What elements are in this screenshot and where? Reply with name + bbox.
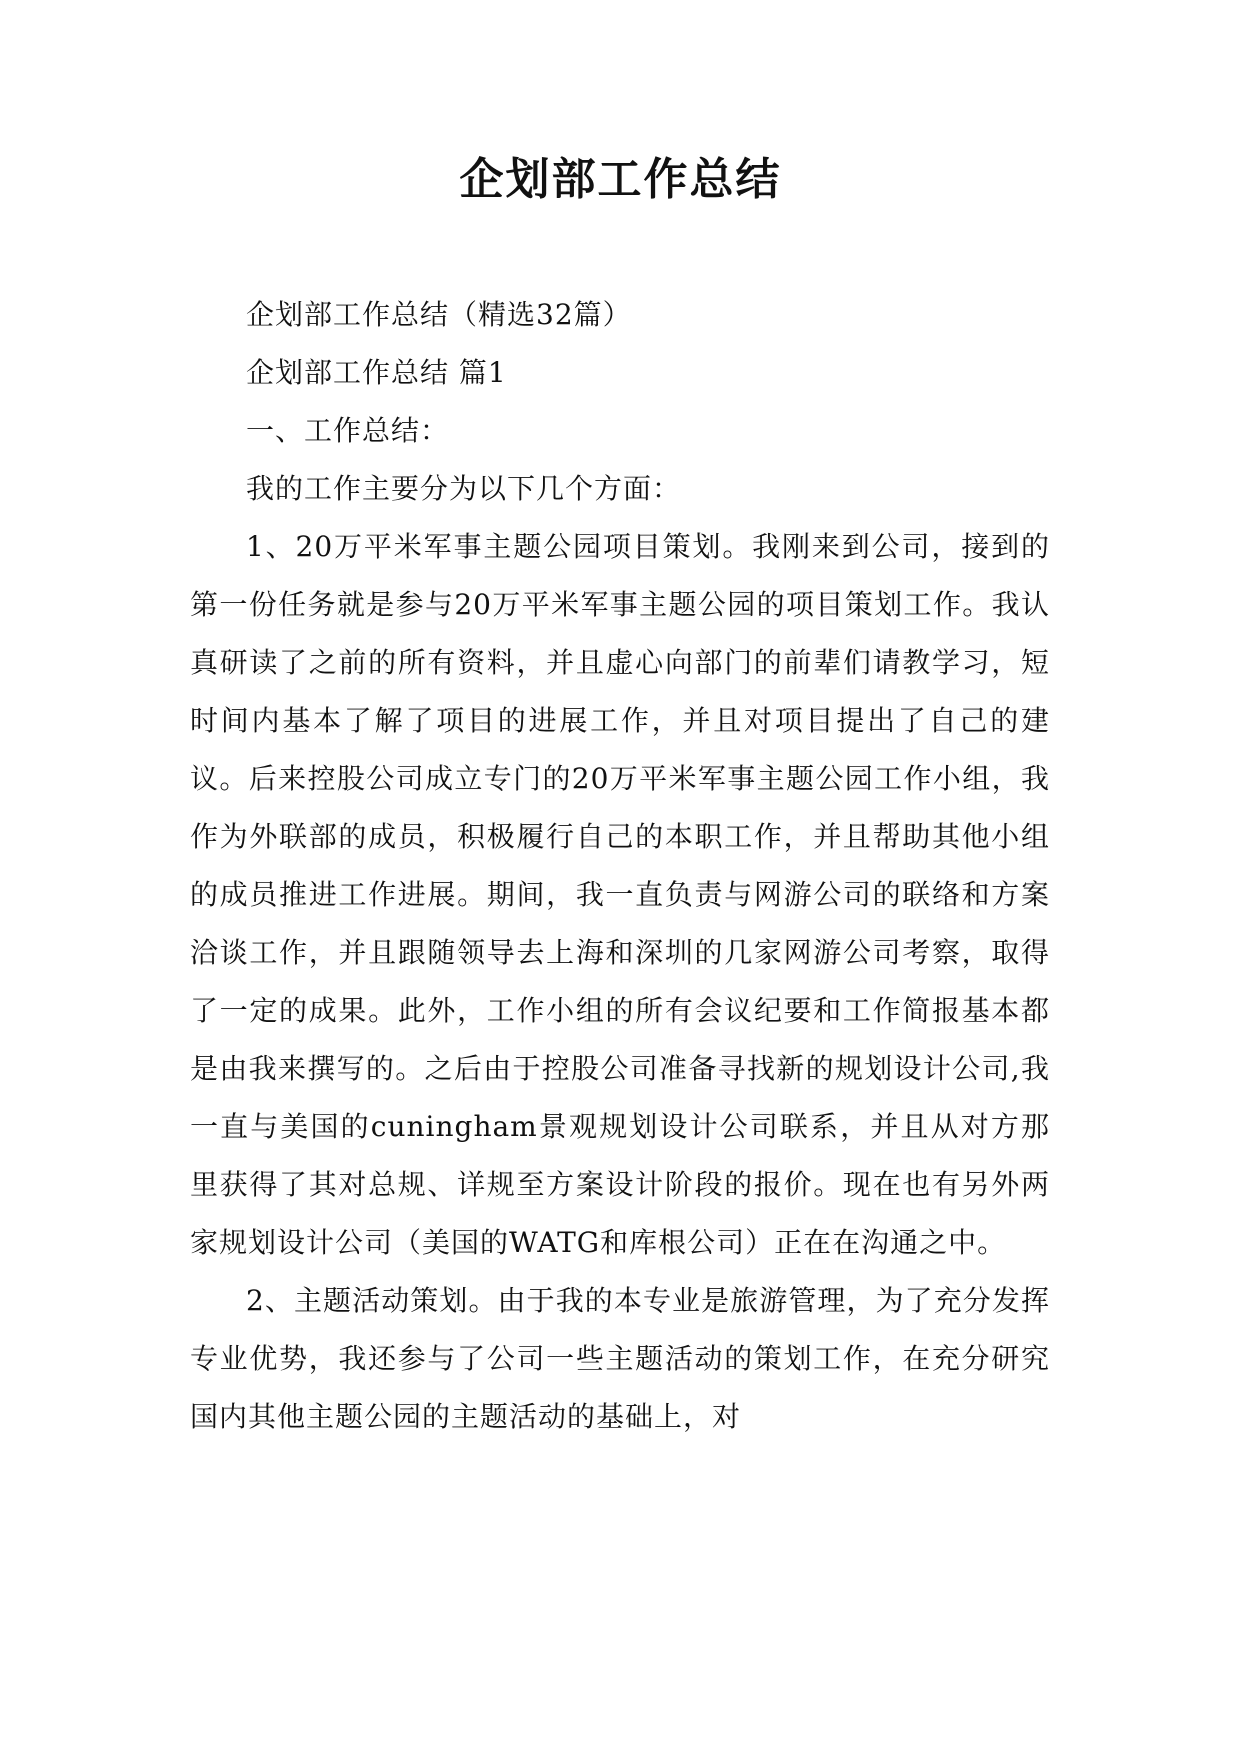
document-body xyxy=(190,286,1050,1446)
section-heading: 企划部工作总结 篇1 xyxy=(246,356,507,389)
body-paragraph: 2、主题活动策划。由于我的本专业是旅游管理，为了充分发挥专业优势，我还参与了公司一些主题活动的策划工作，在充分研究国内其他主题公园的主题活动的基础上，对 xyxy=(190,1284,1050,1433)
subtitle-line: 企划部工作总结（精选32篇） xyxy=(246,298,632,331)
subsection-heading: 一、工作总结： xyxy=(246,414,450,447)
document-title: 企划部工作总结 xyxy=(459,154,782,205)
body-paragraph: 1、20万平米军事主题公园项目策划。我刚来到公司，接到的第一份任务就是参与20万平米军事主题公园的项目策划工作。我认真研读了之前的所有资料，并且虚心向部门的前辈们请教学习，短时间内基本了解了项目的进展工作，并且对项目提出了自己的建议。后来控股公司成立专门的20万平米军事主题公园工作小组，我作为外联部的成员，积极履行自己的本职工作，并且帮助其他小组的成员推进工作进展。期间，我一直负责与网游公司的联络和方案洽谈工作，并且跟随领导去上海和深圳的几家网游公司考察，取得了一定的成果。此外，工作小组的所有会议纪要和工作简报基本都是由我来撰写的。之后由于控股公司准备寻找新的规划设计公司,我一直与美国的cuningham景观规划设计公司联系，并且从对方那里获得了其对总规、详规至方案设计阶段的报价。现在也有另外两家规划设计公司（美国的WATG和库根公司）正在在沟通之中。 xyxy=(190,530,1050,1259)
intro-paragraph: 我的工作主要分为以下几个方面： xyxy=(246,472,682,505)
